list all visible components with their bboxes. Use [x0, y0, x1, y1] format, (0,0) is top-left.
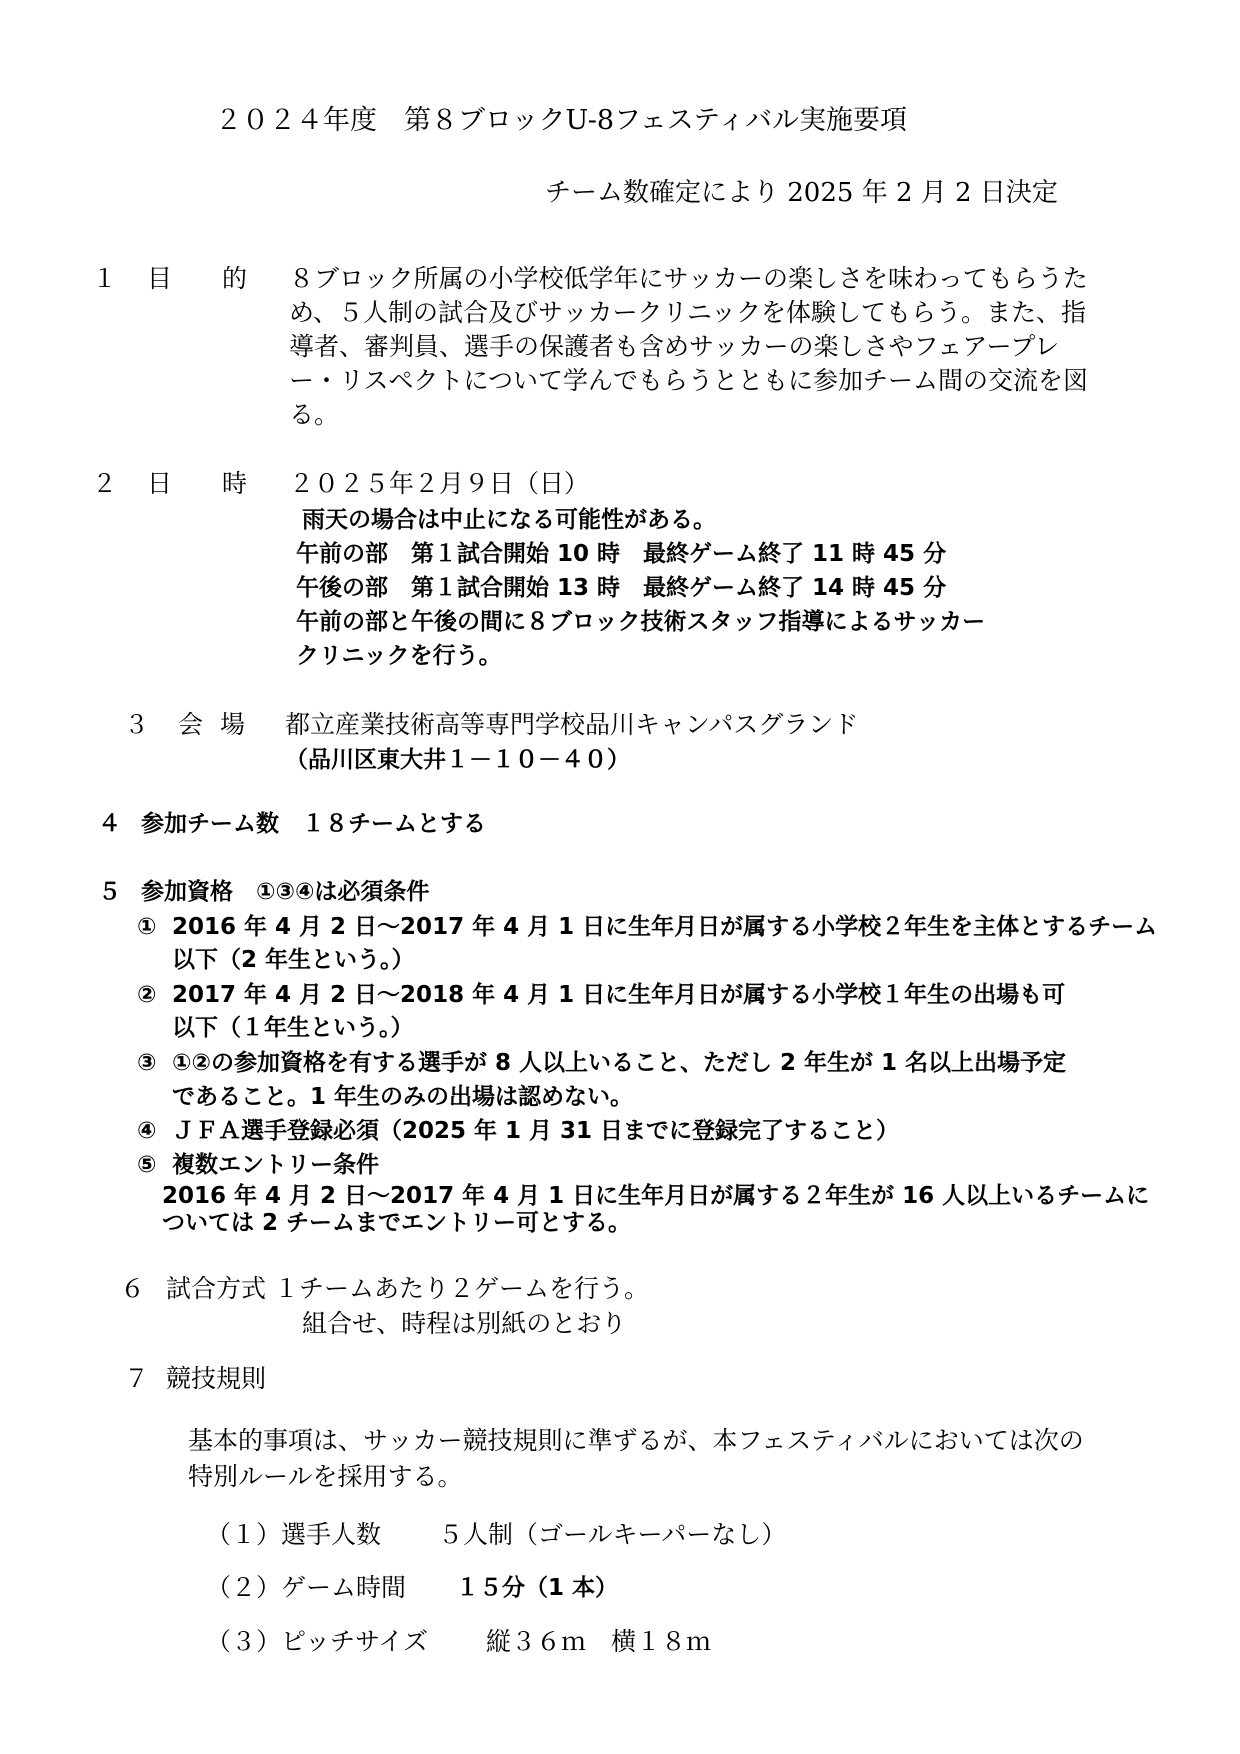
event-date: ２０２５年２月９日（日）	[289, 469, 590, 498]
rule-label: （１）選手人数	[206, 1520, 382, 1549]
rule-value: 縦３６ｍ 横１８ｍ	[486, 1627, 712, 1656]
section-label-char: 目	[147, 264, 173, 293]
item-mark: ⑤	[137, 1152, 157, 1178]
section-number: １	[92, 264, 118, 293]
eligibility-item: 2017 年 4 月 2 日～2018 年 4 月 1 日に生年月日が属する小学校１年生の出場も可	[172, 982, 1066, 1008]
section-number: ６	[120, 1274, 146, 1303]
eligibility-item: 2016 年 4 月 2 日～2017 年 4 月 1 日に生年月日が属する小学校２年生を主体とするチーム	[172, 914, 1158, 940]
rules-heading: 競技規則	[166, 1364, 267, 1393]
item-mark: ③	[137, 1050, 157, 1076]
rule-label: （２）ゲーム時間	[206, 1573, 407, 1602]
section-number: ７	[124, 1364, 150, 1393]
morning-schedule: 午前の部 第１試合開始 10 時 最終ゲーム終了 11 時 45 分	[296, 541, 947, 567]
paragraph-line: 導者、審判員、選手の保護者も含めサッカーの楽しさやフェアープレ	[289, 332, 1060, 361]
eligibility-item: であること。1 年生のみの出場は認めない。	[172, 1084, 634, 1110]
section-label-char: 日	[147, 469, 173, 498]
section-label-char: 時	[222, 469, 248, 498]
document-subtitle: チーム数確定により 2025 年 2 月 2 日決定	[545, 178, 1058, 208]
afternoon-schedule: 午後の部 第１試合開始 13 時 最終ゲーム終了 14 時 45 分	[296, 575, 947, 601]
item-mark: ①	[137, 914, 157, 940]
document-title: ２０２４年度 第８ブロックU-8フェスティバル実施要項	[215, 105, 907, 136]
section-label-char: 場	[220, 710, 246, 739]
rule-label: （３）ピッチサイズ	[206, 1627, 429, 1656]
section-label-char: 的	[222, 264, 248, 293]
multi-entry-note: ついては 2 チームまでエントリー可とする。	[162, 1210, 632, 1236]
paragraph-line: め、５人制の試合及びサッカークリニックを体験してもらう。また、指	[289, 298, 1087, 327]
item-mark: ②	[137, 982, 157, 1008]
rain-note: 雨天の場合は中止になる可能性がある。	[302, 507, 716, 533]
paragraph-line: ８ブロック所属の小学校低学年にサッカーの楽しさを味わってもらうた	[289, 264, 1088, 293]
section-label-char: 会	[178, 710, 204, 739]
clinic-note: 午前の部と午後の間に８ブロック技術スタッフ指導によるサッカー	[296, 609, 986, 635]
eligibility-item: 以下（2 年生という。）	[172, 947, 415, 973]
rules-intro: 基本的事項は、サッカー競技規則に準ずるが、本フェスティバルにおいては次の	[188, 1426, 1084, 1455]
venue-address: （品川区東大井１－１０－４０）	[285, 747, 630, 773]
paragraph-line: ー・リスペクトについて学んでもらうとともに参加チーム間の交流を図	[289, 366, 1089, 395]
rules-intro: 特別ルールを採用する。	[188, 1462, 463, 1491]
eligibility-item: ＪＦＡ選手登録必須（2025 年 1 月 31 日までに登録完了すること）	[172, 1118, 900, 1144]
eligibility-item: ①②の参加資格を有する選手が 8 人以上いること、ただし 2 年生が 1 名以上出場予定	[172, 1050, 1067, 1076]
eligibility-heading: 参加資格 ①③④は必須条件	[141, 879, 430, 905]
clinic-note: クリニックを行う。	[296, 643, 502, 669]
section-number: ２	[92, 469, 118, 498]
venue-name: 都立産業技術高等専門学校品川キャンパスグランド	[285, 710, 859, 739]
section-number: ５	[98, 879, 121, 905]
rule-value: １５分（1 本）	[456, 1575, 619, 1601]
item-mark: ④	[137, 1118, 157, 1144]
eligibility-item: 以下（１年生という。）	[172, 1015, 414, 1041]
section-number: ４	[98, 811, 121, 837]
rule-value: ５人制（ゴールキーパーなし）	[438, 1520, 787, 1549]
team-count-text: 参加チーム数 １８チームとする	[141, 811, 486, 837]
match-format-note: 組合せ、時程は別紙のとおり	[302, 1309, 627, 1338]
match-format-text: 試合方式 １チームあたり２ゲームを行う。	[166, 1274, 649, 1303]
eligibility-item: 複数エントリー条件	[172, 1152, 379, 1178]
section-number: ３	[124, 710, 150, 739]
multi-entry-note: 2016 年 4 月 2 日～2017 年 4 月 1 日に生年月日が属する２年生が 16 人以上いるチームに	[162, 1183, 1150, 1209]
paragraph-line: る。	[289, 400, 340, 429]
